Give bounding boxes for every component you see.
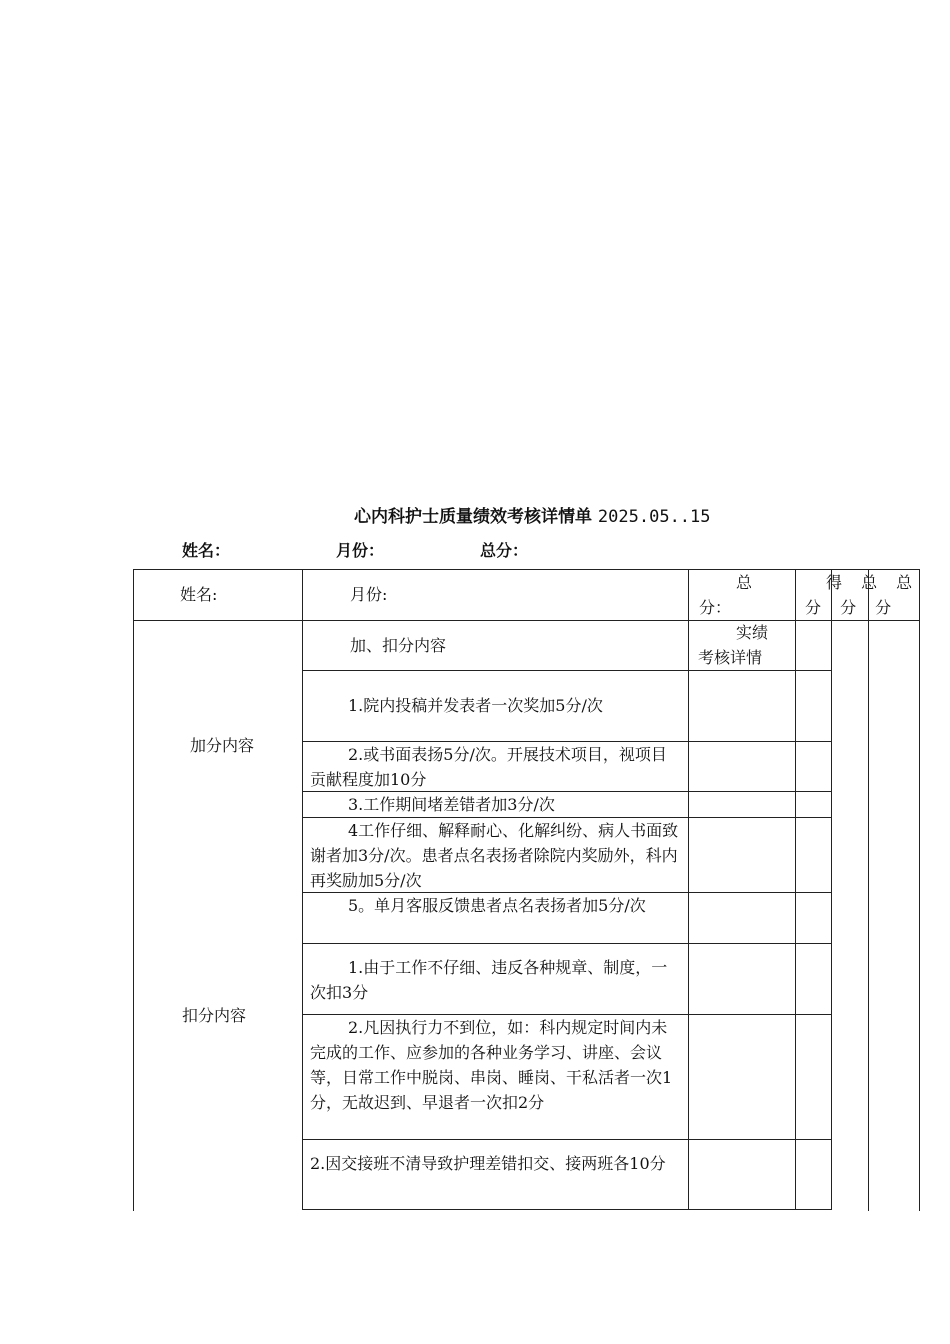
add-item-4: 4工作仔细、解释耐心、化解纠纷、病人书面致谢者加3分/次。患者点名表扬者除院内奖励外，科内再奖励加5分/次 (310, 821, 679, 890)
document-title (354, 502, 711, 527)
table-rule (919, 569, 920, 1211)
table-rule (302, 670, 831, 671)
table-rule (133, 569, 920, 570)
section-deduct-label: 扣分内容 (182, 1006, 247, 1025)
table-head-total-2: 分： (699, 598, 732, 617)
add-item-2: 2.或书面表扬5分/次。开展技术项目，视项目贡献程度加10分 (310, 745, 667, 789)
table-rule (688, 569, 689, 1210)
table-head-score-bottom: 分 分 分 (805, 598, 892, 617)
table-rule (868, 569, 869, 1211)
deduct-item-3: 2.因交接班不清导致护理差错扣交、接两班各10分 (310, 1154, 666, 1173)
title-text: 心内科护士质量绩效考核详情单 (354, 507, 592, 527)
table-head-name: 姓名: (180, 585, 218, 604)
detail-header-1: 实绩 (736, 623, 769, 642)
deduct-item-2: 2.凡因执行力不到位，如：科内规定时间内未完成的工作、应参加的各种业务学习、讲座、会议等，日常工作中脱岗、串岗、睡岗、干私活者一次1分，无故迟到、早退者一次扣2分 (310, 1018, 673, 1112)
table-head-score-top: 得 总 总 (826, 573, 913, 592)
header-month-label: 月份： (336, 541, 385, 560)
add-item-1: 1.院内投稿并发表者一次奖加5分/次 (348, 696, 603, 715)
table-rule (302, 1209, 831, 1210)
table-rule (831, 569, 832, 1210)
title-date: 2025.05..15 (597, 507, 711, 527)
table-head-total-1: 总 (736, 573, 753, 592)
detail-header-2: 考核详情 (698, 648, 763, 667)
add-item-3: 3.工作期间堵差错者加3分/次 (348, 795, 555, 814)
table-rule (795, 569, 796, 1210)
table-rule (302, 569, 303, 1210)
deduct-item-1: 1.由于工作不仔细、违反各种规章、制度，一次扣3分 (310, 958, 668, 1002)
add-item-5: 5。单月客服反馈患者点名表扬者加5分/次 (348, 896, 646, 915)
content-header: 加、扣分内容 (350, 636, 447, 655)
header-name-label: 姓名： (182, 541, 231, 560)
table-rule (133, 569, 134, 1211)
section-add-label: 加分内容 (190, 736, 255, 755)
table-rule (302, 1139, 831, 1140)
table-rule (133, 620, 920, 621)
header-total-label: 总分： (480, 541, 529, 560)
table-head-month: 月份: (350, 585, 388, 604)
table-rule (302, 943, 831, 944)
